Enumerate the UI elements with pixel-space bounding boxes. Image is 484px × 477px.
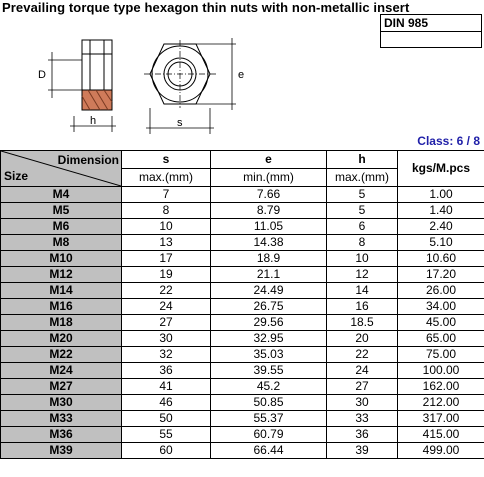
table-row — [1, 299, 484, 315]
size-cell: M12 — [1, 267, 122, 283]
value-cell: 10.60 — [398, 251, 484, 267]
table-row — [1, 411, 484, 427]
value-cell: 50.85 — [211, 395, 327, 411]
size-cell: M24 — [1, 363, 122, 379]
col-header-e: e — [211, 151, 327, 169]
value-cell: 45.00 — [398, 315, 484, 331]
value-cell: 7 — [122, 187, 211, 203]
table-body — [1, 151, 484, 459]
table-row — [1, 235, 484, 251]
value-cell: 14 — [327, 283, 398, 299]
value-cell: 34.00 — [398, 299, 484, 315]
class-label: Class: 6 / 8 — [417, 134, 480, 148]
side-view — [48, 40, 116, 132]
standard-box — [380, 14, 482, 48]
value-cell: 499.00 — [398, 443, 484, 459]
value-cell: 65.00 — [398, 331, 484, 347]
size-cell: M20 — [1, 331, 122, 347]
value-cell: 33 — [327, 411, 398, 427]
value-cell: 39.55 — [211, 363, 327, 379]
page-title: Prevailing torque type hexagon thin nuts with non-metallic insert — [2, 0, 410, 15]
value-cell: 18.5 — [327, 315, 398, 331]
col-header-weight: kgs/M.pcs — [398, 151, 484, 187]
size-cell: M14 — [1, 283, 122, 299]
table-row — [1, 331, 484, 347]
value-cell: 45.2 — [211, 379, 327, 395]
table-row — [1, 315, 484, 331]
value-cell: 10 — [327, 251, 398, 267]
value-cell: 212.00 — [398, 395, 484, 411]
value-cell: 20 — [327, 331, 398, 347]
value-cell: 27 — [327, 379, 398, 395]
dimension-table — [0, 150, 484, 459]
value-cell: 29.56 — [211, 315, 327, 331]
standard-label: DIN 985 — [381, 15, 481, 32]
value-cell: 13 — [122, 235, 211, 251]
col-sub-e: min.(mm) — [211, 169, 327, 187]
value-cell: 46 — [122, 395, 211, 411]
value-cell: 8 — [327, 235, 398, 251]
value-cell: 11.05 — [211, 219, 327, 235]
value-cell: 26.75 — [211, 299, 327, 315]
value-cell: 22 — [327, 347, 398, 363]
value-cell: 317.00 — [398, 411, 484, 427]
table-row — [1, 395, 484, 411]
table-row — [1, 219, 484, 235]
value-cell: 21.1 — [211, 267, 327, 283]
value-cell: 8.79 — [211, 203, 327, 219]
table-row — [1, 203, 484, 219]
size-cell: M30 — [1, 395, 122, 411]
value-cell: 8 — [122, 203, 211, 219]
value-cell: 30 — [327, 395, 398, 411]
value-cell: 36 — [327, 427, 398, 443]
size-cell: M18 — [1, 315, 122, 331]
value-cell: 24.49 — [211, 283, 327, 299]
value-cell: 22 — [122, 283, 211, 299]
header-row-1 — [1, 151, 484, 169]
size-cell: M22 — [1, 347, 122, 363]
col-header-s: s — [122, 151, 211, 169]
size-cell: M8 — [1, 235, 122, 251]
value-cell: 24 — [327, 363, 398, 379]
col-header-h: h — [327, 151, 398, 169]
corner-size-label: Size — [4, 169, 29, 183]
value-cell: 5.10 — [398, 235, 484, 251]
size-cell: M6 — [1, 219, 122, 235]
value-cell: 27 — [122, 315, 211, 331]
value-cell: 50 — [122, 411, 211, 427]
label-h: h — [90, 115, 97, 127]
size-cell: M5 — [1, 203, 122, 219]
table-row — [1, 443, 484, 459]
value-cell: 66.44 — [211, 443, 327, 459]
value-cell: 162.00 — [398, 379, 484, 395]
value-cell: 415.00 — [398, 427, 484, 443]
table-row — [1, 347, 484, 363]
corner-dimension-label: Dimension — [57, 153, 119, 167]
col-sub-s: max.(mm) — [122, 169, 211, 187]
value-cell: 26.00 — [398, 283, 484, 299]
size-cell: M4 — [1, 187, 122, 203]
value-cell: 55.37 — [211, 411, 327, 427]
top-view — [144, 38, 236, 134]
value-cell: 16 — [327, 299, 398, 315]
size-cell: M10 — [1, 251, 122, 267]
col-sub-h: max.(mm) — [327, 169, 398, 187]
size-cell: M39 — [1, 443, 122, 459]
table-row — [1, 363, 484, 379]
value-cell: 32.95 — [211, 331, 327, 347]
value-cell: 14.38 — [211, 235, 327, 251]
size-cell: M27 — [1, 379, 122, 395]
table-row — [1, 251, 484, 267]
corner-header — [1, 151, 122, 187]
value-cell: 7.66 — [211, 187, 327, 203]
value-cell: 55 — [122, 427, 211, 443]
value-cell: 41 — [122, 379, 211, 395]
size-cell: M16 — [1, 299, 122, 315]
size-cell: M33 — [1, 411, 122, 427]
value-cell: 60.79 — [211, 427, 327, 443]
value-cell: 18.9 — [211, 251, 327, 267]
size-cell: M36 — [1, 427, 122, 443]
value-cell: 6 — [327, 219, 398, 235]
label-d: D — [38, 69, 46, 81]
nut-drawing — [30, 30, 270, 138]
value-cell: 17.20 — [398, 267, 484, 283]
value-cell: 24 — [122, 299, 211, 315]
value-cell: 32 — [122, 347, 211, 363]
value-cell: 19 — [122, 267, 211, 283]
table-row — [1, 267, 484, 283]
value-cell: 39 — [327, 443, 398, 459]
table-row — [1, 427, 484, 443]
value-cell: 36 — [122, 363, 211, 379]
value-cell: 17 — [122, 251, 211, 267]
table-row — [1, 379, 484, 395]
value-cell: 60 — [122, 443, 211, 459]
value-cell: 5 — [327, 203, 398, 219]
value-cell: 2.40 — [398, 219, 484, 235]
value-cell: 10 — [122, 219, 211, 235]
value-cell: 100.00 — [398, 363, 484, 379]
value-cell: 1.40 — [398, 203, 484, 219]
table-row — [1, 187, 484, 203]
value-cell: 35.03 — [211, 347, 327, 363]
value-cell: 30 — [122, 331, 211, 347]
value-cell: 5 — [327, 187, 398, 203]
label-s: s — [177, 117, 183, 129]
label-e: e — [238, 69, 245, 81]
value-cell: 75.00 — [398, 347, 484, 363]
value-cell: 12 — [327, 267, 398, 283]
table-row — [1, 283, 484, 299]
value-cell: 1.00 — [398, 187, 484, 203]
